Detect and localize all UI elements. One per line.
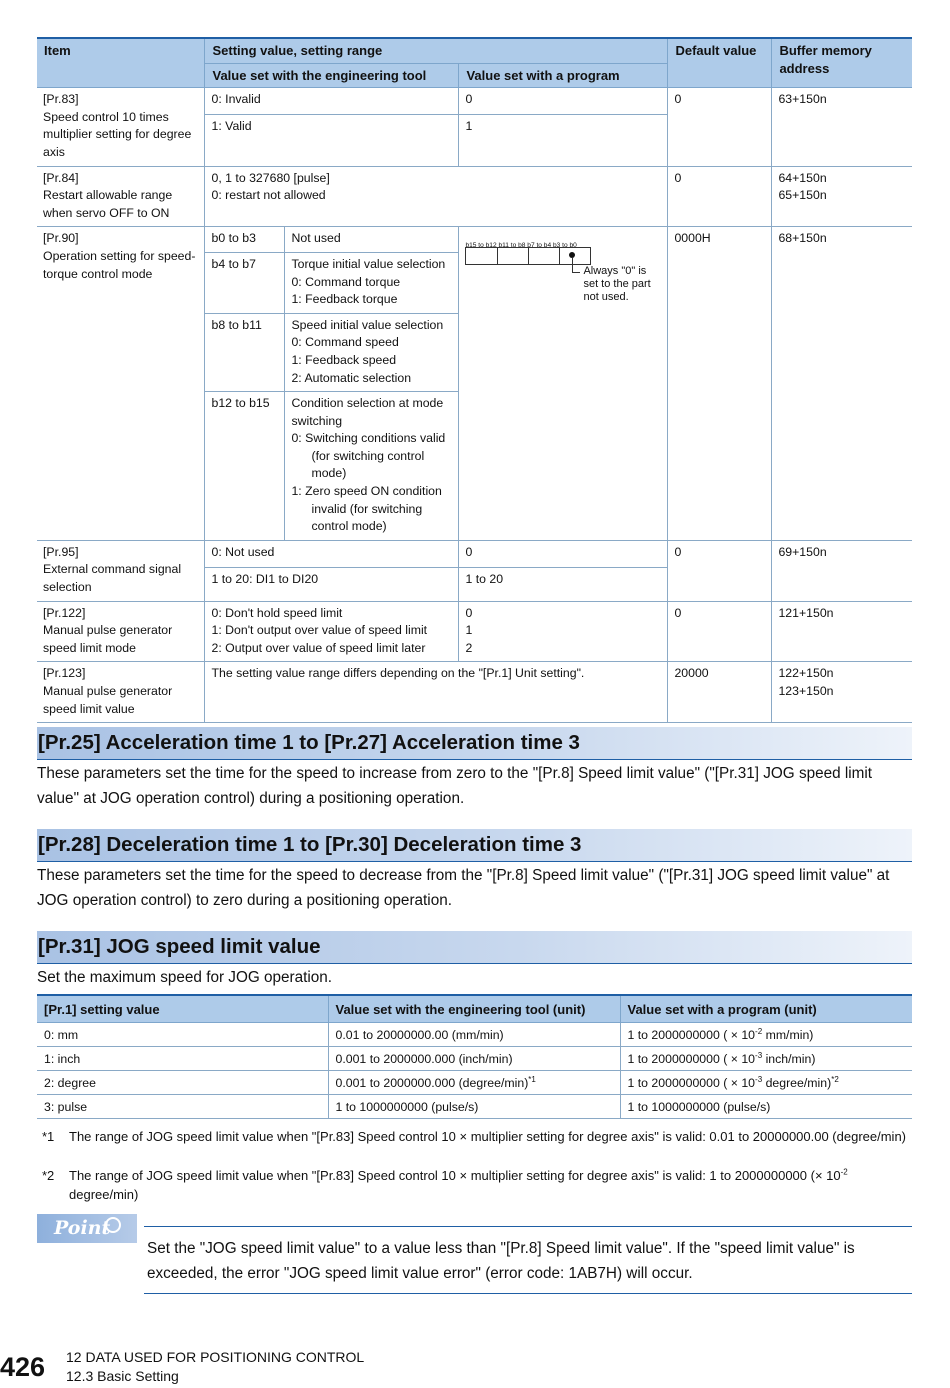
tool-value: 1: Valid: [205, 114, 459, 166]
item-cell: [Pr.83] Speed control 10 times multiplier setting for degree axis: [37, 88, 205, 166]
bit-range: b0 to b3: [205, 227, 285, 253]
table-row: 1: inch 0.001 to 2000000.000 (inch/min) 1 to 2000000000 ( × $10^{-3}$ inch/min): [37, 1047, 912, 1071]
jog-header-tool: Value set with the engineering tool (unit): [328, 995, 620, 1023]
magnifier-icon: [105, 1217, 121, 1233]
section-heading-acceleration: [Pr.25] Acceleration time 1 to [Pr.27] Acceleration time 3: [37, 727, 912, 760]
item-cell: [Pr.84] Restart allowable range when servo OFF to ON: [37, 166, 205, 227]
jog-header-setting: [Pr.1] setting value: [37, 995, 328, 1023]
page-number: 426: [0, 1352, 46, 1382]
table-row: [37, 88, 912, 114]
point-text: Set the "JOG speed limit value" to a value less than "[Pr.8] Speed limit value". If the "speed limit value" is exceeded, the error "JOG speed limit value error" (error code: 1AB7H) will occur.: [147, 1240, 855, 1282]
tool-value: 0: Don't hold speed limit 1: Don't output over value of speed limit 2: Output over value of speed limit later: [205, 601, 459, 662]
footnote-2: *2 The range of JOG speed limit value when "[Pr.83] Speed control 10 × multiplier setting for degree axis" is valid: 1 to 2000000000 (× $10^{-2}$ degree/min): [42, 1167, 848, 1202]
table-row: [37, 166, 912, 227]
jog-speed-table: [37, 994, 912, 1119]
bit-desc: Speed initial value selection 0: Command speed 1: Feedback speed 2: Automatic selection: [285, 313, 459, 391]
section-text-jog: Set the maximum speed for JOG operation.: [37, 969, 333, 986]
header-default: Default value: [668, 38, 772, 88]
table-row: 0: mm 0.01 to 20000000.00 (mm/min) 1 to 2000000000 ( × $10^{-2}$ mm/min): [37, 1023, 912, 1047]
tool-value: 0: Not used: [205, 540, 459, 567]
header-program: Value set with a program: [459, 63, 668, 88]
program-value: 1 to 20: [459, 567, 668, 601]
table-row: 3: pulse 1 to 1000000000 (pulse/s) 1 to 1000000000 (pulse/s): [37, 1095, 912, 1119]
tool-value: 0: Invalid: [205, 88, 459, 114]
item-cell: [Pr.90] Operation setting for speed-torque control mode: [37, 227, 205, 541]
header-setting: Setting value, setting range: [205, 38, 668, 63]
setting-range: 0, 1 to 327680 [pulse] 0: restart not allowed: [205, 166, 668, 227]
table-row: [37, 601, 912, 662]
bit-diagram-cell: [459, 227, 668, 541]
jog-header-program: Value set with a program (unit): [620, 995, 912, 1023]
bit-range: b8 to b11: [205, 313, 285, 391]
table-row: [37, 662, 912, 723]
bit-range: b4 to b7: [205, 252, 285, 313]
bit-labels: b15 to b12 b11 to b8 b7 to b4 b3 to b0: [465, 242, 577, 250]
table-row: [37, 227, 912, 253]
program-value: 1: [459, 114, 668, 166]
section-heading-deceleration: [Pr.28] Deceleration time 1 to [Pr.30] Deceleration time 3: [37, 829, 912, 862]
program-value: 0 1 2: [459, 601, 668, 662]
setting-range: The setting value range differs depending on the "[Pr.1] Unit setting".: [205, 662, 668, 723]
buffer-address: 121+150n: [772, 601, 912, 662]
section-text-acceleration: These parameters set the time for the speed to increase from zero to the "[Pr.8] Speed limit value" ("[Pr.31] JOG speed limit value" at JOG operation control) during a positioning operation.: [37, 765, 873, 807]
default-value: 0: [668, 601, 772, 662]
buffer-address: 69+150n: [772, 540, 912, 601]
table-row: [37, 540, 912, 567]
program-value: 0: [459, 540, 668, 567]
header-buffer: Buffer memory address: [772, 38, 912, 88]
buffer-address: 64+150n 65+150n: [772, 166, 912, 227]
header-tool: Value set with the engineering tool: [205, 63, 459, 88]
item-cell: [Pr.95] External command signal selection: [37, 540, 205, 601]
bit-desc: Torque initial value selection 0: Command torque 1: Feedback torque: [285, 252, 459, 313]
header-item: Item: [37, 38, 205, 88]
program-value: 0: [459, 88, 668, 114]
default-value: 0: [668, 540, 772, 601]
default-value: 0: [668, 88, 772, 166]
footer-chapter: 12 DATA USED FOR POSITIONING CONTROL: [66, 1349, 365, 1365]
buffer-address: 122+150n 123+150n: [772, 662, 912, 723]
bit-desc: Not used: [285, 227, 459, 253]
section-text-deceleration: These parameters set the time for the speed to decrease from the "[Pr.8] Speed limit value" ("[Pr.31] JOG speed limit value" at JOG operation control) to zero during a positioning operation.: [37, 867, 890, 909]
diagram-note: Always "0" is set to the part not used.: [583, 265, 651, 304]
section-heading-jog: [Pr.31] JOG speed limit value: [37, 931, 912, 964]
parameter-table: [37, 37, 912, 723]
buffer-address: 68+150n: [772, 227, 912, 541]
default-value: 0: [668, 166, 772, 227]
item-cell: [Pr.123] Manual pulse generator speed limit value: [37, 662, 205, 723]
default-value: 20000: [668, 662, 772, 723]
default-value: 0000H: [668, 227, 772, 541]
table-row: 2: degree 0.001 to 2000000.000 (degree/min)$^{*1}$ 1 to 2000000000 ( × $10^{-3}$ degree/min)$^{*2}$: [37, 1071, 912, 1095]
bit-diagram: [463, 231, 663, 307]
footnote-1: *1 The range of JOG speed limit value when "[Pr.83] Speed control 10 × multiplier setting for degree axis" is valid: 0.01 to 20000000.00 (degree/min): [42, 1129, 907, 1144]
buffer-address: 63+150n: [772, 88, 912, 166]
footer-section: 12.3 Basic Setting: [66, 1368, 179, 1384]
tool-value: 1 to 20: DI1 to DI20: [205, 567, 459, 601]
item-cell: [Pr.122] Manual pulse generator speed limit mode: [37, 601, 205, 662]
bit-desc: Condition selection at mode switching 0: Switching conditions valid (for switching control mode) 1: Zero speed ON condition invalid (for switching control mode): [285, 392, 459, 541]
point-logo: Point: [37, 1214, 137, 1243]
bit-range: b12 to b15: [205, 392, 285, 541]
